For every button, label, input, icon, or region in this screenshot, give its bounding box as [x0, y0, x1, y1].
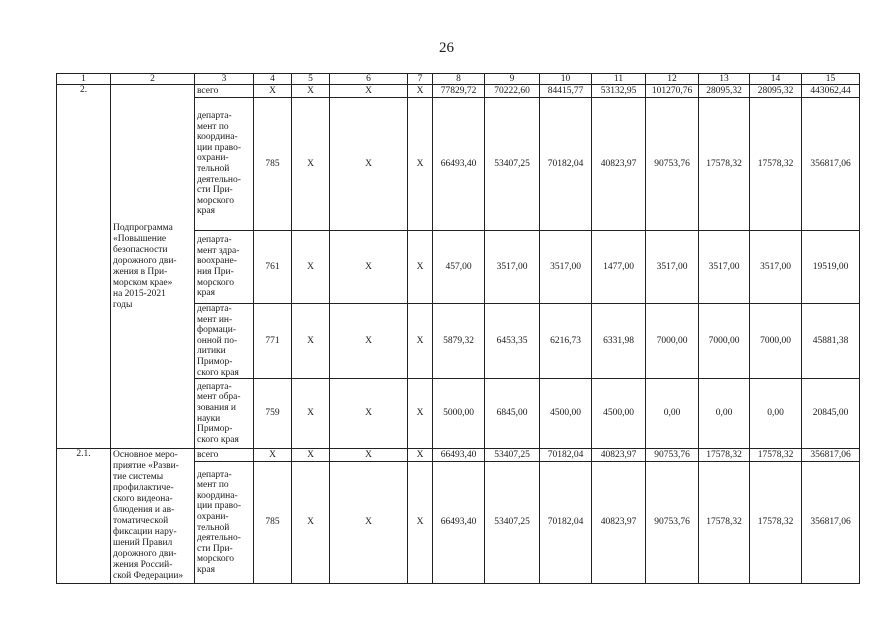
page-number: 26 [439, 40, 454, 56]
code-cell: X [408, 231, 433, 304]
value-cell: 3517,00 [485, 231, 540, 304]
value-cell: 66493,40 [433, 449, 485, 462]
value-cell: 53407,25 [485, 98, 540, 231]
executor-cell: департа- мент по координа- ции право- охрани- тельной деятельно- сти При- морского края [195, 98, 254, 231]
value-cell: 0,00 [699, 379, 750, 449]
header-cell: 6 [330, 74, 408, 85]
section-number: 2.1. [57, 449, 111, 584]
header-cell: 8 [433, 74, 485, 85]
code-cell: X [330, 231, 408, 304]
value-cell: 17578,32 [699, 98, 750, 231]
value-cell: 17578,32 [750, 449, 802, 462]
value-cell: 0,00 [646, 379, 699, 449]
header-cell: 11 [592, 74, 646, 85]
value-cell: 3517,00 [750, 231, 802, 304]
section-name: Основное меро- приятие «Разви- тие системы профилактиче- ского видеона- блюдения и ав- томатической фиксации нару- шений Правил дорожного дви- жения Россий- ской Федерации» [111, 449, 195, 584]
executor-cell: департа- мент ин- формаци- онной по- литики Примор- ского края [195, 304, 254, 379]
code-cell: X [330, 85, 408, 98]
value-cell: 53132,95 [592, 85, 646, 98]
value-cell: 5879,32 [433, 304, 485, 379]
header-cell: 15 [802, 74, 860, 85]
section-total-row [57, 85, 860, 98]
value-cell: 0,00 [750, 379, 802, 449]
header-cell: 2 [111, 74, 195, 85]
value-cell: 443062,44 [802, 85, 860, 98]
value-cell: 17578,32 [699, 462, 750, 584]
value-cell: 84415,77 [540, 85, 592, 98]
value-cell: 28095,32 [750, 85, 802, 98]
code-cell: X [408, 98, 433, 231]
value-cell: 70182,04 [540, 449, 592, 462]
header-cell: 3 [195, 74, 254, 85]
header-cell: 13 [699, 74, 750, 85]
header-cell: 1 [57, 74, 111, 85]
code-cell: X [292, 231, 330, 304]
section-total-row [57, 449, 860, 462]
code-cell: X [408, 379, 433, 449]
code-cell: X [292, 379, 330, 449]
value-cell: 90753,76 [646, 449, 699, 462]
code-cell: 785 [254, 462, 292, 584]
value-cell: 66493,40 [433, 98, 485, 231]
header-cell: 5 [292, 74, 330, 85]
code-cell: 785 [254, 98, 292, 231]
code-cell: X [330, 98, 408, 231]
value-cell: 45881,38 [802, 304, 860, 379]
code-cell: 761 [254, 231, 292, 304]
header-cell: 4 [254, 74, 292, 85]
value-cell: 6453,35 [485, 304, 540, 379]
code-cell: X [408, 462, 433, 584]
code-cell: 759 [254, 379, 292, 449]
executor-cell: департа- мент здра- воохране- ния При- морского края [195, 231, 254, 304]
code-cell: X [330, 462, 408, 584]
executor-cell: всего [195, 85, 254, 98]
executor-cell: департа- мент по координа- ции право- охрани- тельной деятельно- сти При- морского края [195, 462, 254, 584]
value-cell: 4500,00 [540, 379, 592, 449]
code-cell: X [330, 304, 408, 379]
code-cell: X [330, 379, 408, 449]
code-cell: X [292, 98, 330, 231]
code-cell: X [292, 304, 330, 379]
value-cell: 20845,00 [802, 379, 860, 449]
value-cell: 17578,32 [750, 98, 802, 231]
value-cell: 7000,00 [750, 304, 802, 379]
value-cell: 17578,32 [699, 449, 750, 462]
value-cell: 356817,06 [802, 462, 860, 584]
header-cell: 10 [540, 74, 592, 85]
section-number: 2. [57, 85, 111, 449]
value-cell: 40823,97 [592, 98, 646, 231]
value-cell: 6331,98 [592, 304, 646, 379]
code-cell: X [330, 449, 408, 462]
value-cell: 356817,06 [802, 449, 860, 462]
value-cell: 101270,76 [646, 85, 699, 98]
value-cell: 3517,00 [646, 231, 699, 304]
header-cell: 7 [408, 74, 433, 85]
value-cell: 19519,00 [802, 231, 860, 304]
value-cell: 457,00 [433, 231, 485, 304]
value-cell: 3517,00 [540, 231, 592, 304]
value-cell: 7000,00 [646, 304, 699, 379]
budget-table [56, 73, 860, 584]
value-cell: 4500,00 [592, 379, 646, 449]
value-cell: 7000,00 [699, 304, 750, 379]
value-cell: 6845,00 [485, 379, 540, 449]
section-name: Подпрограмма «Повышение безопасности дорожного дви- жения в При- морском крае» на 2015-2021 годы [111, 85, 195, 449]
value-cell: 53407,25 [485, 462, 540, 584]
value-cell: 40823,97 [592, 462, 646, 584]
value-cell: 66493,40 [433, 462, 485, 584]
code-cell: X [254, 449, 292, 462]
header-cell: 12 [646, 74, 699, 85]
code-cell: 771 [254, 304, 292, 379]
value-cell: 3517,00 [699, 231, 750, 304]
value-cell: 70182,04 [540, 462, 592, 584]
value-cell: 70222,60 [485, 85, 540, 98]
value-cell: 356817,06 [802, 98, 860, 231]
header-cell: 9 [485, 74, 540, 85]
code-cell: X [408, 85, 433, 98]
code-cell: X [292, 462, 330, 584]
value-cell: 1477,00 [592, 231, 646, 304]
executor-cell: всего [195, 449, 254, 462]
value-cell: 40823,97 [592, 449, 646, 462]
value-cell: 53407,25 [485, 449, 540, 462]
value-cell: 90753,76 [646, 98, 699, 231]
code-cell: X [408, 304, 433, 379]
value-cell: 5000,00 [433, 379, 485, 449]
header-cell: 14 [750, 74, 802, 85]
value-cell: 28095,32 [699, 85, 750, 98]
header-row [57, 74, 860, 85]
executor-cell: департа- мент обра- зования и науки Примор- ского края [195, 379, 254, 449]
code-cell: X [292, 449, 330, 462]
code-cell: X [292, 85, 330, 98]
value-cell: 6216,73 [540, 304, 592, 379]
value-cell: 70182,04 [540, 98, 592, 231]
code-cell: X [254, 85, 292, 98]
value-cell: 17578,32 [750, 462, 802, 584]
code-cell: X [408, 449, 433, 462]
value-cell: 90753,76 [646, 462, 699, 584]
value-cell: 77829,72 [433, 85, 485, 98]
